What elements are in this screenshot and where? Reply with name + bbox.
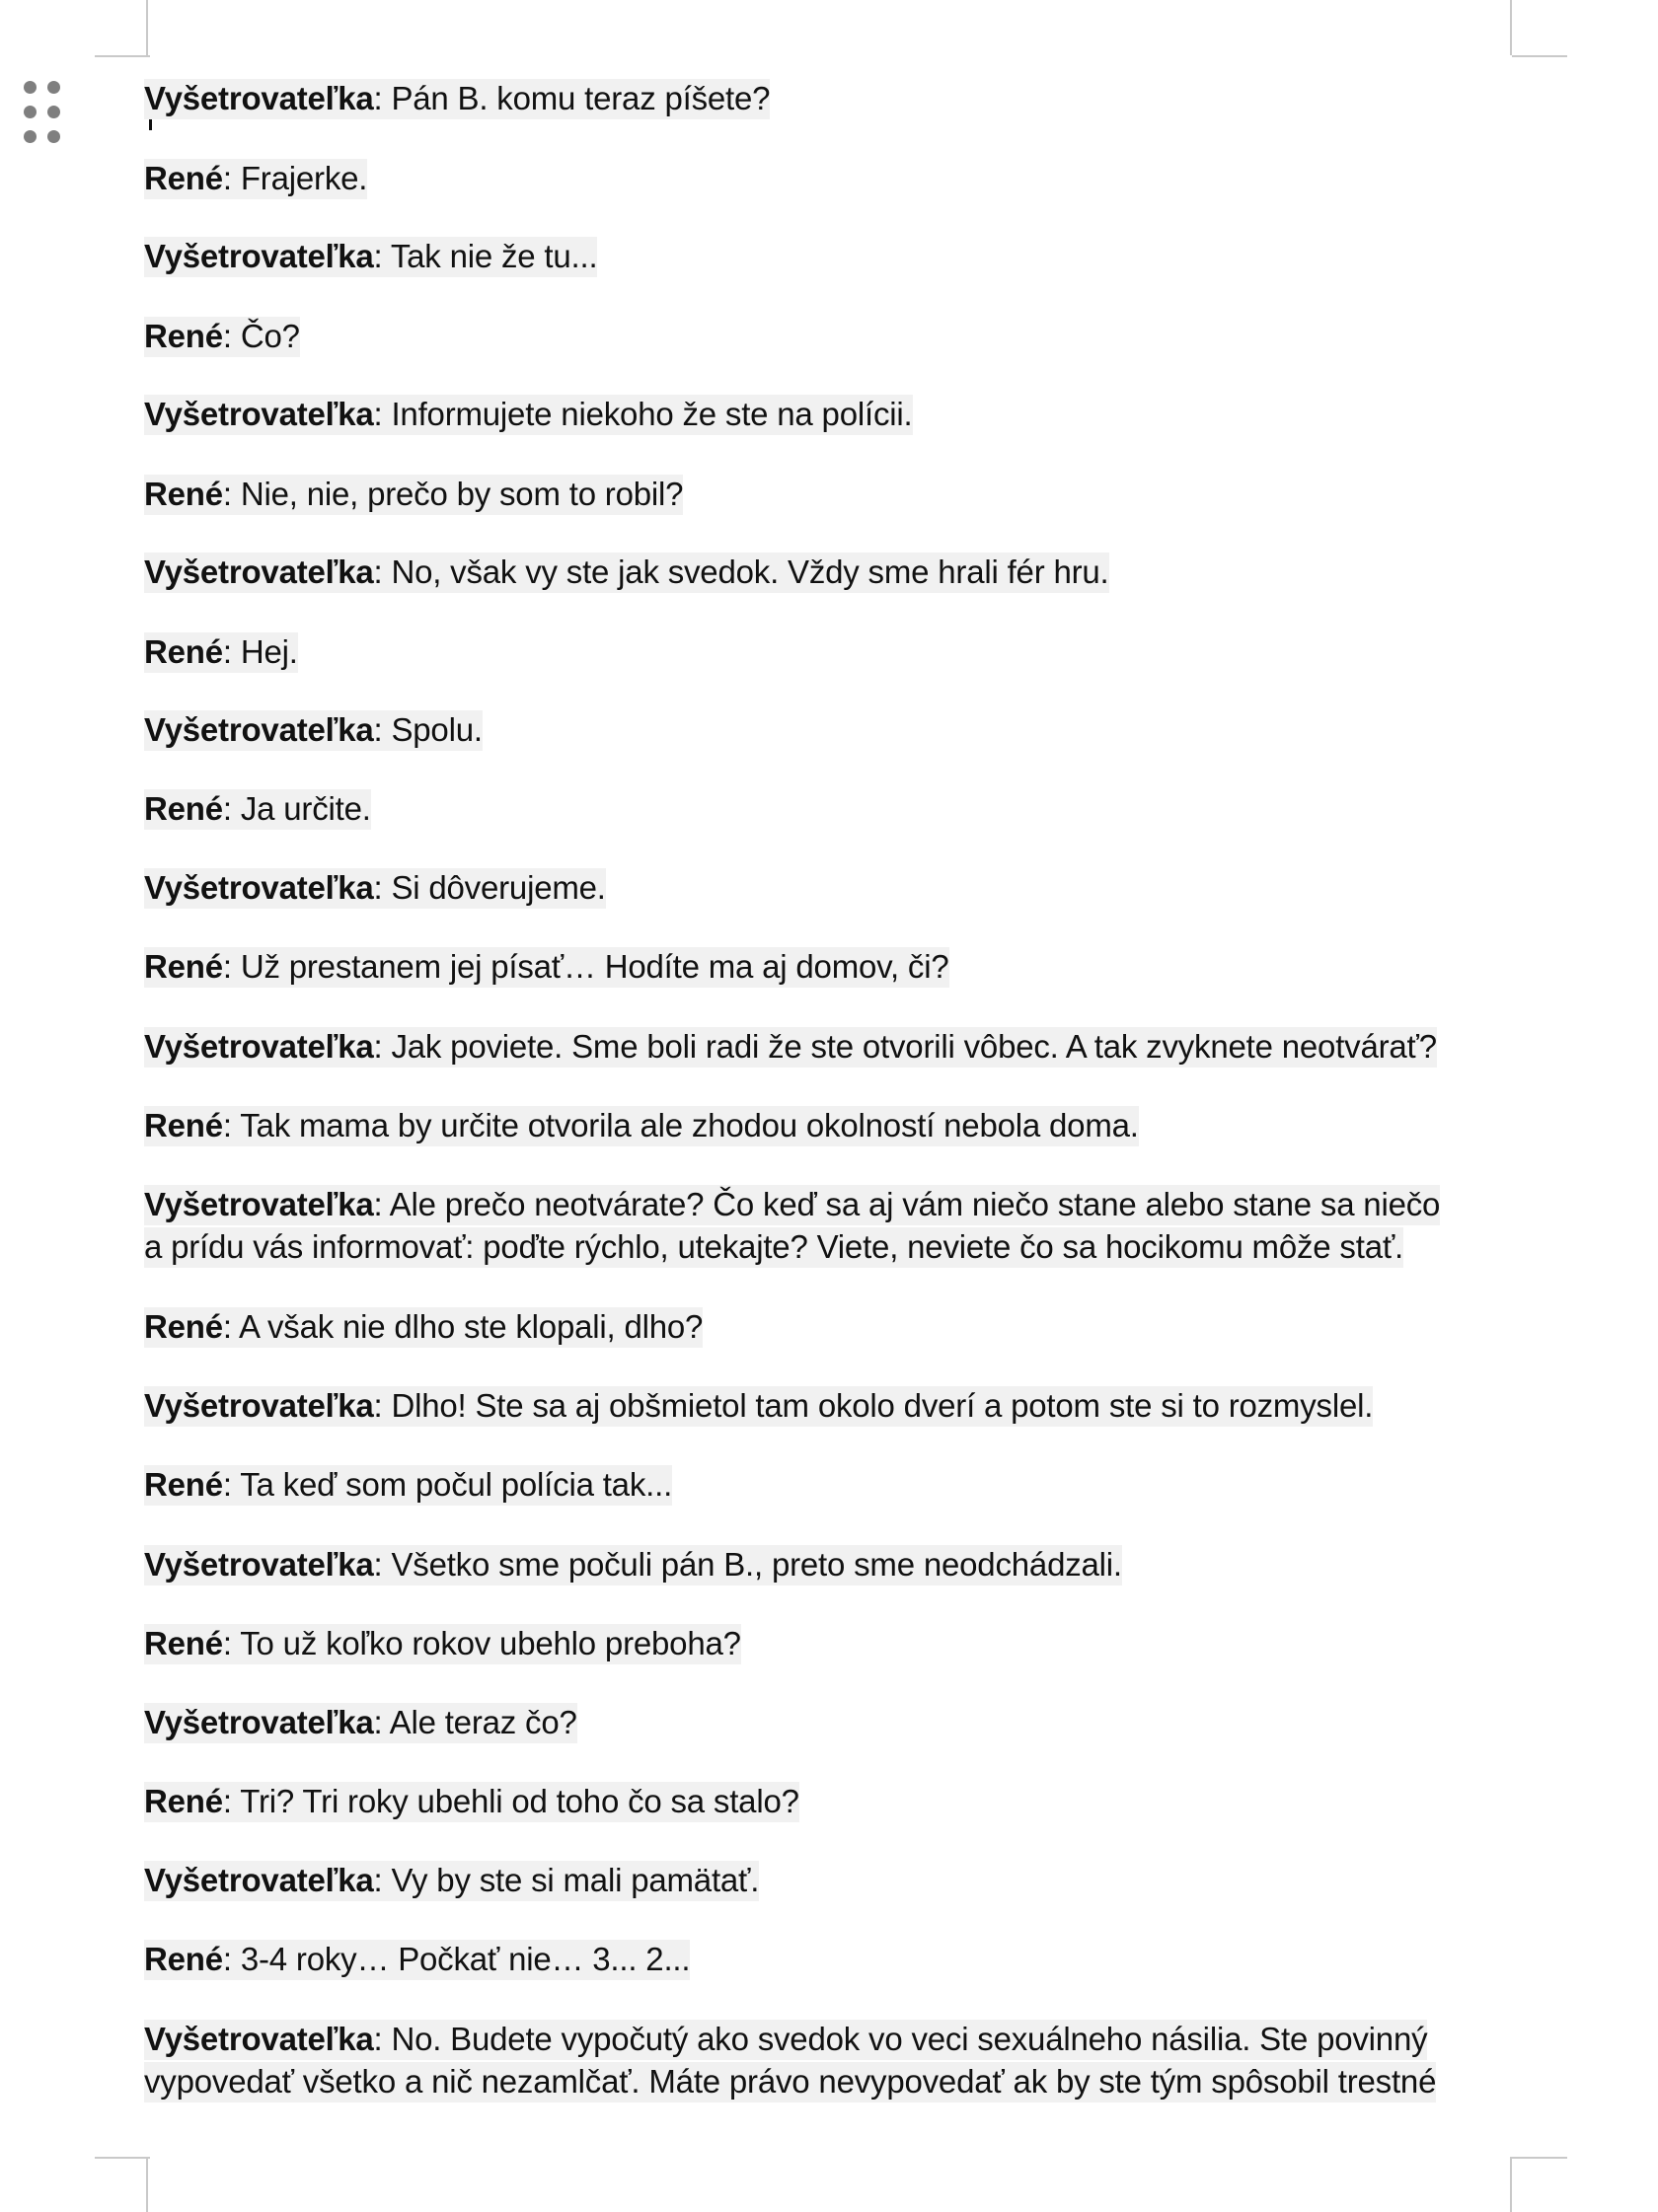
highlighted-text <box>144 947 949 988</box>
utterance-text: : Dlho! Ste sa aj obšmietol tam okolo dverí a potom ste si to rozmyslel. <box>373 1387 1374 1424</box>
utterance-text: : Pán B. komu teraz píšete? <box>373 80 771 116</box>
dialogue-line <box>144 1025 1437 1068</box>
dialogue-line <box>144 1183 1440 1268</box>
dialogue-line <box>144 1622 741 1664</box>
utterance-text: : No, však vy ste jak svedok. Vždy sme hrali fér hru. <box>373 553 1109 590</box>
highlighted-text <box>144 1227 1403 1268</box>
highlighted-text <box>144 2062 1436 2102</box>
dialogue-line <box>144 473 683 515</box>
highlighted-text <box>144 1624 741 1664</box>
highlighted-text <box>144 1861 759 1901</box>
dialogue-line <box>144 77 770 119</box>
dialogue-text-line <box>144 1025 1437 1068</box>
highlighted-text <box>144 1465 672 1506</box>
dialogue-line <box>144 1384 1373 1427</box>
crop-mark-top-right-vertical <box>1510 0 1512 55</box>
utterance-text: : Si dôverujeme. <box>373 869 606 906</box>
dialogue-text-line <box>144 2060 1436 2102</box>
speaker-name: Vyšetrovateľka <box>144 2021 374 2057</box>
speaker-name: René <box>144 1783 223 1819</box>
utterance-text: : Ale prečo neotvárate? Čo keď sa aj vám niečo stane alebo stane sa niečo <box>373 1186 1441 1222</box>
dialogue-line <box>144 1104 1139 1146</box>
crop-mark-bottom-left-horizontal <box>95 2157 150 2159</box>
speaker-name: René <box>144 160 223 196</box>
speaker-name: Vyšetrovateľka <box>144 1704 374 1740</box>
highlighted-text <box>144 553 1109 593</box>
dialogue-line <box>144 708 483 751</box>
highlighted-text <box>144 1106 1139 1146</box>
utterance-text: : Informujete niekoho že ste na polícii. <box>373 396 913 432</box>
speaker-name: René <box>144 633 223 670</box>
drag-handle-icon[interactable] <box>24 81 65 146</box>
speaker-name: René <box>144 1941 223 1977</box>
dialogue-text-line <box>144 393 913 435</box>
dialogue-text-line <box>144 1543 1122 1585</box>
dialogue-line <box>144 393 913 435</box>
dialogue-text-line <box>144 1104 1139 1146</box>
dialogue-text-line <box>144 1859 759 1901</box>
dialogue-text-line <box>144 630 298 673</box>
utterance-text: : 3-4 roky… Počkať nie… 3... 2... <box>222 1941 691 1977</box>
dialogue-line <box>144 157 367 199</box>
drag-dot <box>47 81 60 94</box>
dialogue-text-line <box>144 1780 799 1822</box>
utterance-text: : Jak poviete. Sme boli radi že ste otvorili vôbec. A tak zvyknete neotvárať? <box>373 1028 1437 1065</box>
speaker-name: Vyšetrovateľka <box>144 396 374 432</box>
speaker-name: Vyšetrovateľka <box>144 1862 374 1898</box>
dialogue-text-line <box>144 1225 1440 1268</box>
utterance-text: : Frajerke. <box>222 160 368 196</box>
speaker-name: René <box>144 1107 223 1143</box>
speaker-name: Vyšetrovateľka <box>144 1028 374 1065</box>
utterance-text: : Tak mama by určite otvorila ale zhodou okolností nebola doma. <box>222 1107 1139 1143</box>
crop-mark-top-left-vertical <box>146 0 148 55</box>
dialogue-text-line <box>144 708 483 751</box>
utterance-text: : Čo? <box>222 318 300 354</box>
speaker-name: Vyšetrovateľka <box>144 80 374 116</box>
drag-dot <box>24 130 37 143</box>
dialogue-line <box>144 787 371 830</box>
dialogue-line <box>144 866 606 909</box>
speaker-name: René <box>144 948 223 985</box>
dialogue-line <box>144 1463 672 1506</box>
dialogue-text-line <box>144 315 300 357</box>
drag-dot <box>47 106 60 118</box>
dialogue-line <box>144 1543 1122 1585</box>
utterance-text: : Spolu. <box>373 711 483 748</box>
utterance-text: vypovedať všetko a nič nezamlčať. Máte právo nevypovedať ak by ste tým spôsobil trestné <box>144 2063 1437 2100</box>
utterance-text: : Hej. <box>222 633 298 670</box>
dialogue-text-line <box>144 787 371 830</box>
crop-mark-top-right-horizontal <box>1512 55 1567 57</box>
dialogue-text-line <box>144 866 606 909</box>
dialogue-line <box>144 1701 577 1743</box>
utterance-text: : Tak nie že tu... <box>373 238 598 274</box>
utterance-text: : To už koľko rokov ubehlo preboha? <box>222 1625 741 1661</box>
speaker-name: René <box>144 1308 223 1345</box>
utterance-text: : No. Budete vypočutý ako svedok vo veci sexuálneho násilia. Ste povinný <box>373 2021 1428 2057</box>
highlighted-text <box>144 2020 1427 2060</box>
highlighted-text <box>144 710 483 751</box>
highlighted-text <box>144 1027 1437 1068</box>
dialogue-line <box>144 235 597 277</box>
speaker-name: Vyšetrovateľka <box>144 869 374 906</box>
crop-mark-top-left-horizontal <box>95 55 150 57</box>
highlighted-text <box>144 1185 1440 1225</box>
speaker-name: Vyšetrovateľka <box>144 711 374 748</box>
dialogue-text-line <box>144 945 949 988</box>
dialogue-text-line <box>144 1183 1440 1225</box>
dialogue-text-line <box>144 551 1109 593</box>
dialogue-text-line <box>144 473 683 515</box>
dialogue-line <box>144 630 298 673</box>
speaker-name: René <box>144 790 223 827</box>
utterance-text: : Ta keď som počul polícia tak... <box>222 1466 673 1503</box>
highlighted-text <box>144 1307 703 1348</box>
highlighted-text <box>144 317 300 357</box>
highlighted-text <box>144 1386 1373 1427</box>
highlighted-text <box>144 868 606 909</box>
highlighted-text <box>144 1703 577 1743</box>
utterance-text: : Nie, nie, prečo by som to robil? <box>222 476 684 512</box>
highlighted-text <box>144 475 683 515</box>
speaker-name: Vyšetrovateľka <box>144 553 374 590</box>
dialogue-line <box>144 2018 1436 2102</box>
dialogue-text-line <box>144 1701 577 1743</box>
dialogue-line <box>144 315 300 357</box>
highlighted-text <box>144 237 597 277</box>
dialogue-line <box>144 551 1109 593</box>
dialogue-line <box>144 1305 703 1348</box>
drag-dot <box>24 81 37 94</box>
speaker-name: René <box>144 1625 223 1661</box>
speaker-name: René <box>144 1466 223 1503</box>
highlighted-text <box>144 395 913 435</box>
dialogue-text-line <box>144 2018 1436 2060</box>
utterance-text: : A však nie dlho ste klopali, dlho? <box>222 1308 704 1345</box>
utterance-text: : Tri? Tri roky ubehli od toho čo sa stalo? <box>222 1783 799 1819</box>
dialogue-text-line <box>144 1384 1373 1427</box>
dialogue-line <box>144 1859 759 1901</box>
utterance-text: : Ale teraz čo? <box>373 1704 577 1740</box>
utterance-text: : Všetko sme počuli pán B., preto sme neodchádzali. <box>373 1546 1122 1583</box>
speaker-name: René <box>144 318 223 354</box>
dialogue-text-line <box>144 157 367 199</box>
utterance-text: : Už prestanem jej písať… Hodíte ma aj domov, či? <box>222 948 949 985</box>
drag-dot <box>47 130 60 143</box>
dialogue-text-line <box>144 77 770 119</box>
utterance-text: a prídu vás informovať: poďte rýchlo, utekajte? Viete, neviete čo sa hocikomu môže stať. <box>144 1228 1403 1265</box>
highlighted-text <box>144 159 367 199</box>
crop-mark-bottom-left-vertical <box>146 2157 148 2212</box>
highlighted-text <box>144 79 770 119</box>
speaker-name: Vyšetrovateľka <box>144 1546 374 1583</box>
dialogue-text-line <box>144 1938 690 1980</box>
dialogue-line <box>144 945 949 988</box>
speaker-name: Vyšetrovateľka <box>144 1186 374 1222</box>
dialogue-text-line <box>144 235 597 277</box>
utterance-text: : Vy by ste si mali pamätať. <box>373 1862 760 1898</box>
dialogue-line <box>144 1780 799 1822</box>
dialogue-text-line <box>144 1305 703 1348</box>
crop-mark-bottom-right-horizontal <box>1512 2157 1567 2159</box>
highlighted-text <box>144 1940 690 1980</box>
utterance-text: : Ja určite. <box>222 790 371 827</box>
dialogue-text-line <box>144 1622 741 1664</box>
dialogue-line <box>144 1938 690 1980</box>
highlighted-text <box>144 632 298 673</box>
crop-mark-bottom-right-vertical <box>1510 2157 1512 2212</box>
speaker-name: René <box>144 476 223 512</box>
highlighted-text <box>144 789 371 830</box>
dialogue-text-line <box>144 1463 672 1506</box>
speaker-name: Vyšetrovateľka <box>144 238 374 274</box>
highlighted-text <box>144 1782 799 1822</box>
highlighted-text <box>144 1545 1122 1585</box>
speaker-name: Vyšetrovateľka <box>144 1387 374 1424</box>
drag-dot <box>24 106 37 118</box>
